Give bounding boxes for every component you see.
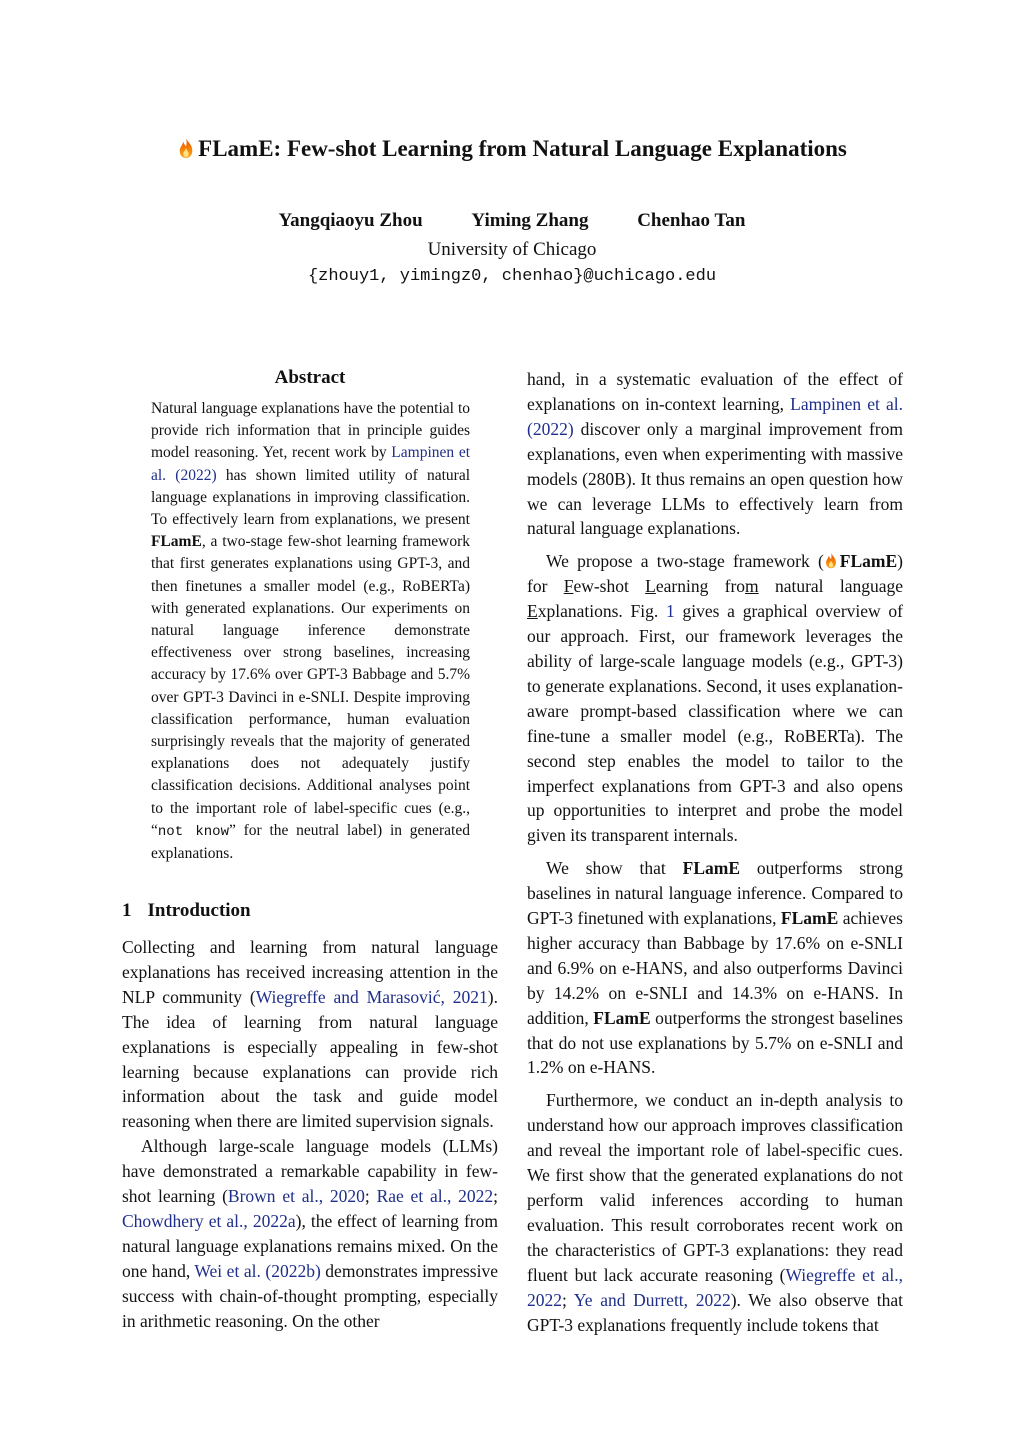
citation-link[interactable]: Lampinen et al. (2022) (151, 444, 471, 484)
citation-link[interactable]: Ye and Durrett, 2022 (573, 1289, 731, 1310)
method-name: FLamE (780, 908, 839, 929)
paragraph: Although large-scale language models (LLMs) have demonstrated a remarkable capability in few-shot learning (Brown et al., 2020; Rae et al., 2022; Chowdhery et al., 2022a), the effect of learning from natural language explanations remains mixed. On the one hand, Wei et al. (2022b) demonstrates impressive success with chain-of-thought prompting, especially in arithmetic reasoning. On the other (122, 1136, 498, 1331)
citation-link[interactable]: Wei et al. (2022b) (194, 1260, 321, 1281)
author-name: Yangqiaoyu Zhou (278, 210, 423, 231)
affiliation: University of Chicago (427, 239, 597, 260)
citation-link[interactable]: Rae et al., 2022 (376, 1186, 494, 1207)
abstract-heading: Abstract (274, 367, 346, 388)
paragraph: Collecting and learning from natural language explanations has received increasing attention in the NLP community (Wiegreffe and Marasović, 2021). The idea of learning from natural language explanations is especially appealing in few-shot learning because explanations can provide rich information about the task and guide model reasoning when there are limited supervision signals. (122, 937, 498, 1132)
author-email: {zhouy1, yimingz0, chenhao}@uchicago.edu (307, 267, 717, 286)
citation-link[interactable]: Wiegreffe et al., 2022 (527, 1264, 903, 1310)
abstract-body: Natural language explanations have the potential to provide rich information that in principle guides model reasoning. Yet, recent work by Lampinen et al. (2022) has shown limited utility of natural language explanations in improving classification. To effectively learn from explanations, we present FLamE, a two-stage few-shot learning framework that first generates explanations using GPT-3, and then finetunes a smaller model (e.g., RoBERTa) with generated explanations. Our experiments on natural language inference demonstrate effectiveness over strong baselines, increasing accuracy by 17.6% over GPT-3 Babbage and 5.7% over GPT-3 Davinci in e-SNLI. Despite improving classification performance, human evaluation surprisingly reveals that the majority of generated explanations does not adequately justify classification decisions. Additional analyses point to the important role of label-specific cues (e.g., “not know” for the neutral label) in generated explanations. (151, 400, 471, 863)
method-name: FLamE (151, 533, 202, 551)
left-column (122, 935, 498, 1334)
paragraph: We show that FLamE outperforms strong baselines in natural language inference. Compared to GPT-3 finetuned with explanations, FLamE achieves higher accuracy than Babbage by 17.6% on e-SNLI and 6.9% on e-HANS, and also outperforms Davinci by 14.2% on e-SNLI and 14.3% on e-HANS. In addition, FLamE outperforms the strongest baselines that do not use explanations by 5.7% on e-SNLI and 1.2% on e-HANS. (527, 858, 903, 1078)
flame-icon (177, 137, 195, 159)
code-token: not know (157, 823, 229, 840)
section-title: Introduction (147, 900, 251, 921)
citation-link[interactable]: Chowdhery et al., 2022a (122, 1210, 296, 1231)
citation-link[interactable]: Lampinen et al. (2022) (527, 393, 903, 439)
flame-icon (824, 552, 838, 569)
paragraph: We propose a two-stage framework ( FLamE) for Few-shot Learning from natural language Explanations. Fig. 1 gives a graphical overview of our approach. First, our framework leverages the ability of large-scale language models (e.g., GPT-3) to generate explanations. Second, it uses explanation-aware prompt-based classification where we can fine-tune a smaller model (e.g., RoBERTa). The second step enables the model to tailor to the imperfect explanations from GPT-3 and also opens up opportunities to interpret and probe the model given its transparent internals. (527, 551, 903, 846)
author-name: Yiming Zhang (471, 210, 589, 231)
paper-title (0, 136, 1024, 162)
method-name: FLamE (839, 551, 898, 572)
citation-link[interactable]: Brown et al., 2020 (227, 1186, 365, 1207)
author-list (0, 210, 1024, 232)
section-number: 1 (122, 900, 132, 921)
method-name: FLamE (593, 1007, 651, 1028)
title-text: FLamE: Few-shot Learning from Natural Language Explanations (198, 136, 847, 161)
figure-link[interactable]: 1 (665, 601, 675, 622)
paragraph: Furthermore, we conduct an in-depth analysis to understand how our approach improves classification and reveal the important role of label-specific cues. We first show that the generated explanations do not perform valid inferences according to human evaluation. This result corroborates recent work on the characteristics of GPT-3 explanations: they read fluent but lack accurate reasoning (Wiegreffe et al., 2022; Ye and Durrett, 2022). We also observe that GPT-3 explanations frequently include tokens that (527, 1090, 903, 1335)
section-heading (122, 900, 251, 922)
citation-link[interactable]: Wiegreffe and Marasović, 2021 (255, 986, 488, 1007)
right-column (527, 367, 903, 1337)
method-name: FLamE (682, 858, 740, 879)
author-name: Chenhao Tan (637, 210, 746, 231)
paragraph: hand, in a systematic evaluation of the effect of explanations on in-context learning, Lampinen et al. (2022) discover only a marginal improvement from explanations, even when experimenting with massive models (280B). It thus remains an open question how we can leverage LLMs to effectively learn from natural language explanations. (527, 369, 903, 539)
